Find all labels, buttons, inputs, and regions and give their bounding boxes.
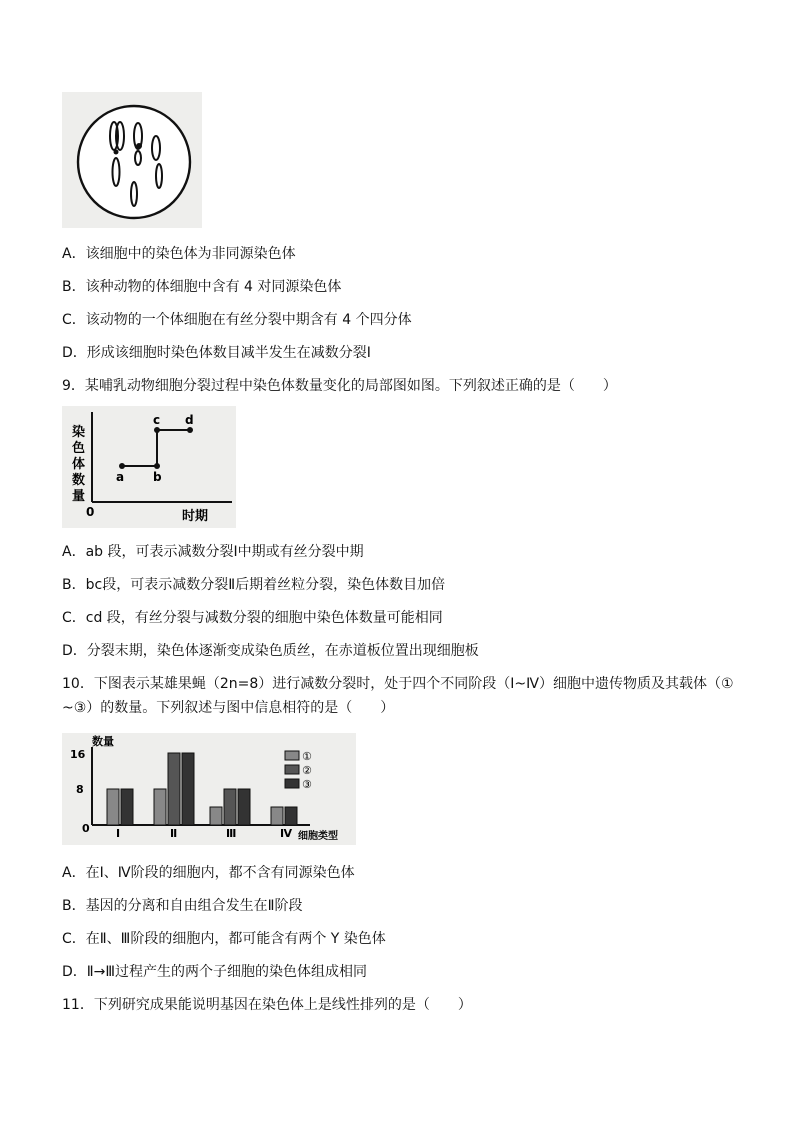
q9-point-a [119,463,125,469]
q9-option-a: A．ab 段，可表示减数分裂Ⅰ中期或有丝分裂中期 [62,544,364,560]
q10-stem-line1: 10．下图表示某雄果蝇（2n=8）进行减数分裂时，处于四个不同阶段（Ⅰ~Ⅳ）细胞中遗传物质及其载体（① [62,676,734,692]
legend-swatch-1 [285,751,299,760]
category-label-2: Ⅱ [170,827,178,840]
q8-option-a: A．该细胞中的染色体为非同源染色体 [62,246,296,262]
bar-chart-figure [62,733,356,845]
chart-bars [107,753,297,825]
q9-label-b: b [153,470,162,484]
chart-ylabel: 数量 [92,735,114,748]
legend-label-2: ② [302,764,312,777]
genetic-material-bar-chart [62,733,356,845]
q9-stem: 9．某哺乳动物细胞分裂过程中染色体数量变化的局部图如图。下列叙述正确的是（ ） [62,378,617,394]
cell-drawing [62,92,202,228]
chart-ytick-8: 8 [76,783,84,796]
bar-3-series-3 [238,789,250,825]
bar-2-series-1 [154,789,166,825]
q9-origin: 0 [86,505,95,519]
q9-option-c: C．cd 段，有丝分裂与减数分裂的细胞中染色体数量可能相同 [62,610,443,626]
bar-2-series-3 [182,753,194,825]
q8-option-c: C．该动物的一个体细胞在有丝分裂中期含有 4 个四分体 [62,312,412,328]
bar-4-series-1 [271,807,283,825]
category-label-4: Ⅳ [280,827,293,840]
chromosome-count-figure [62,406,236,528]
chart-category-labels [116,827,293,840]
q9-option-b: B．bc段，可表示减数分裂Ⅱ后期着丝粒分裂，染色体数目加倍 [62,577,446,593]
legend-swatch-2 [285,765,299,774]
q10-option-d: D．Ⅱ→Ⅲ过程产生的两个子细胞的染色体组成相同 [62,964,368,980]
q9-point-b [154,463,160,469]
bar-3-series-2 [224,789,236,825]
bar-1-series-1 [107,789,119,825]
q10-stem-line2: ~③）的数量。下列叙述与图中信息相符的是（ ） [62,700,395,716]
q9-ylabel-char-4: 数 [72,473,86,488]
q9-label-c: c [153,413,161,427]
chart-xlabel: 细胞类型 [298,831,338,842]
q10-option-b: B．基因的分离和自由组合发生在Ⅱ阶段 [62,898,303,914]
q10-option-c: C．在Ⅱ、Ⅲ阶段的细胞内，都可能含有两个 Y 染色体 [62,931,386,947]
q9-ylabel-char-1: 染 [72,425,86,440]
cell-membrane [78,106,190,218]
category-label-1: Ⅰ [116,827,121,840]
legend-swatch-3 [285,779,299,788]
bar-2-series-2 [168,753,180,825]
q9-step-line [122,430,190,466]
q9-point-c [154,427,160,433]
chart-legend [285,750,312,791]
q9-label-d: d [185,413,194,427]
chart-ytick-16: 16 [70,748,86,761]
chromosome-count-graph [62,406,236,528]
bar-4-series-3 [285,807,297,825]
q8-option-b: B．该种动物的体细胞中含有 4 对同源染色体 [62,279,342,295]
q9-xlabel: 时期 [182,509,209,524]
legend-label-3: ③ [302,778,312,791]
q9-ylabel-char-5: 量 [72,489,86,504]
q9-option-d: D．分裂末期，染色体逐渐变成染色质丝，在赤道板位置出现细胞板 [62,643,479,659]
q8-option-d: D．形成该细胞时染色体数目减半发生在减数分裂Ⅰ [62,345,371,361]
cell-figure [62,92,202,228]
q11-stem: 11．下列研究成果能说明基因在染色体上是线性排列的是（ ） [62,997,472,1013]
legend-label-1: ① [302,750,312,763]
q10-option-a: A．在Ⅰ、Ⅳ阶段的细胞内，都不含有同源染色体 [62,865,355,881]
q9-ylabel-char-2: 色 [72,441,86,456]
bar-3-series-1 [210,807,222,825]
bar-1-series-3 [121,789,133,825]
category-label-3: Ⅲ [226,827,237,840]
q9-ylabel-char-3: 体 [72,457,86,472]
q9-label-a: a [116,470,125,484]
chart-ytick-0: 0 [82,822,90,835]
q9-point-d [187,427,193,433]
